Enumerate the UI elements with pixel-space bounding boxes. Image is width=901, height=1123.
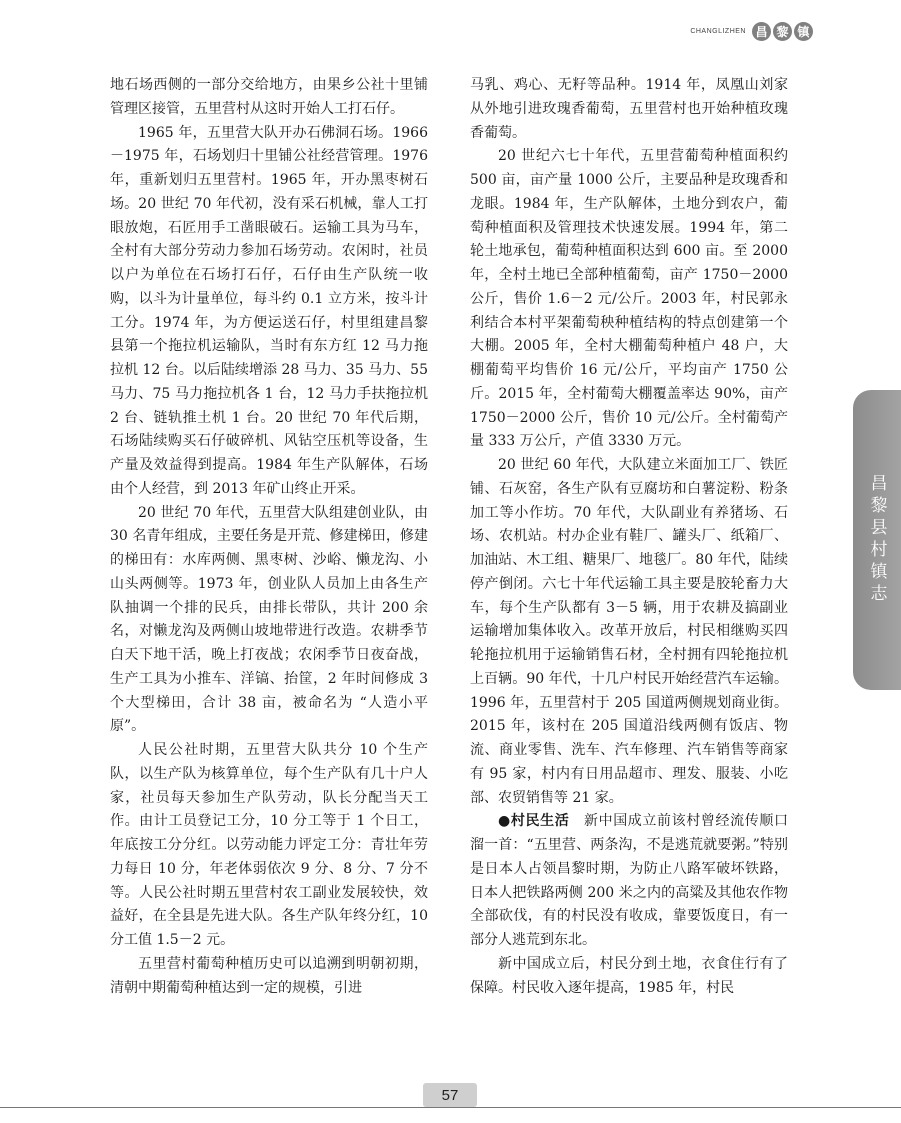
page-number: 57 xyxy=(423,1083,477,1107)
paragraph: 20 世纪 70 年代，五里营大队组建创业队，由 30 名青年组成，主要任务是开荒、修建梯田，修建的梯田有：水库两侧、黑枣树、沙峪、懒龙沟、小山头两侧等。1973 年，创业队人员加上由各生产队抽调一个排的民兵，由排长带队，共计 200 余名，对懒龙沟及两侧山坡地带进行改造。农耕季节白天下地干活，晚上打夜战；农闲季节日夜奋战，生产工具为小推车、洋镐、抬筐，2 年时间修成 3 个大型梯田，合计 38 亩，被命名为 “人造小平原”。 xyxy=(110,504,428,735)
side-tab xyxy=(853,390,901,690)
header-chinese-title xyxy=(752,22,813,41)
paragraph xyxy=(470,810,788,953)
paragraph: 马乳、鸡心、无籽等品种。1914 年，凤凰山刘家从外地引进玫瑰香葡萄，五里营村也开始种植玫瑰香葡萄。 xyxy=(470,77,788,141)
paragraph-body: 新中国成立前该村曾经流传顺口溜一首：“五里营、两条沟，不是逃荒就要粥。”特别是日本人占领昌黎时期，为防止八路军破坏铁路，日本人把铁路两侧 200 米之内的高粱及其他农作物全部砍伐，有的村民没有收成，靠要饭度日，有一部分人逃荒到东北。 xyxy=(470,813,789,948)
paragraph: 20 世纪六七十年代，五里营葡萄种植面积约 500 亩，亩产量 1000 公斤，主要品种是玫瑰香和龙眼。1984 年，生产队解体，土地分到农户，葡萄种植面积及管理技术快速发展。1994 年，第二轮土地承包，葡萄种植面积达到 600 亩。至 2000 年，全村土地已全部种植葡萄，亩产 1750－2000 公斤，售价 1.6－2 元/公斤。2003 年，村民郭永利结合本村平架葡萄秧种植结构的特点创建第一个大棚。2005 年，全村大棚葡萄种植户 48 户，大棚葡萄平均售价 16 元/公斤，平均亩产 1750 公斤。2015 年，全村葡萄大棚覆盖率达 90%，亩产 1750－2000 公斤，售价 10 元/公斤。全村葡萄产量 333 万公斤，产值 3330 万元。 xyxy=(470,148,788,450)
paragraph: 地石场西侧的一部分交给地方，由果乡公社十里铺管理区接管，五里营村从这时开始人工打石仔。 xyxy=(110,77,428,117)
right-column xyxy=(470,74,788,1000)
paragraph: 1965 年，五里营大队开办石佛洞石场。1966－1975 年，石场划归十里铺公社经营管理。1976 年，重新划归五里营村。1965 年，开办黑枣树石场。20 世纪 70 年代初，没有采石机械，靠人工打眼放炮，石匠用手工凿眼破石。运输工具为马车，全村有大部分劳动力参加石场劳动。农闲时，社员以户为单位在石场打石仔，石仔由生产队统一收购，以斗为计量单位，每斗约 0.1 立方米，按斗计工分。1974 年，为方便运送石仔，村里组建昌黎县第一个拖拉机运输队，当时有东方红 12 马力拖拉机 12 台。以后陆续增添 28 马力、35 马力、55 马力、75 马力拖拉机各 1 台，12 马力手扶拖拉机 2 台、链轨推土机 1 台。20 世纪 70 年代后期，石场陆续购买石仔破碎机、风钻空压机等设备，生产量及效益得到提高。1984 年生产队解体，石场由个人经营，到 2013 年矿山终止开采。 xyxy=(110,124,428,497)
header-char-2: 黎 xyxy=(773,22,792,41)
header-char-1: 昌 xyxy=(752,22,771,41)
side-tab-label: 昌黎县村镇志 xyxy=(866,474,887,606)
paragraph: 20 世纪 60 年代，大队建立米面加工厂、铁匠铺、石灰窑，各生产队有豆腐坊和白薯淀粉、粉条加工等小作坊。70 年代，大队副业有养猪场、石场、农机站。村办企业有鞋厂、罐头厂、纸箱厂、加油站、木工组、糖果厂、地毯厂。80 年代，陆续停产倒闭。六七十年代运输工具主要是胶轮畜力大车，每个生产队都有 3－5 辆，用于农耕及搞副业运输增加集体收入。改革开放后，村民相继购买四轮拖拉机用于运输销售石材，全村拥有四轮拖拉机上百辆。90 年代，十几户村民开始经营汽车运输。1996 年，五里营村于 205 国道两侧规划商业街。2015 年，该村在 205 国道沿线两侧有饭店、物流、商业零售、洗车、汽车修理、汽车销售等商家有 95 家，村内有日用品超市、理发、服装、小吃部、农贸销售等 21 家。 xyxy=(470,457,788,806)
paragraph: 人民公社时期，五里营大队共分 10 个生产队，以生产队为核算单位，每个生产队有几十户人家，社员每天参加生产队劳动，队长分配当天工作。由计工员登记工分，10 分工等于 1 个日工，年底按工分分红。以劳动能力评定工分：青壮年劳力每日 10 分，年老体弱依次 9 分、8 分、7 分不等。人民公社时期五里营村农工副业发展较快，效益好，在全县是先进大队。各生产队年终分红，10 分工值 1.5－2 元。 xyxy=(110,742,428,948)
header-char-3: 镇 xyxy=(794,22,813,41)
header-english-title: CHANGLIZHEN xyxy=(690,28,746,35)
paragraph: 五里营村葡萄种植历史可以追溯到明朝初期，清朝中期葡萄种植达到一定的规模，引进 xyxy=(110,955,428,996)
page-header xyxy=(690,22,813,41)
footer-divider xyxy=(0,1107,901,1108)
left-column xyxy=(110,74,428,1000)
paragraph: 新中国成立后，村民分到土地，衣食住行有了保障。村民收入逐年提高，1985 年，村民 xyxy=(470,955,788,996)
section-heading: ●村民生活 xyxy=(498,813,570,830)
